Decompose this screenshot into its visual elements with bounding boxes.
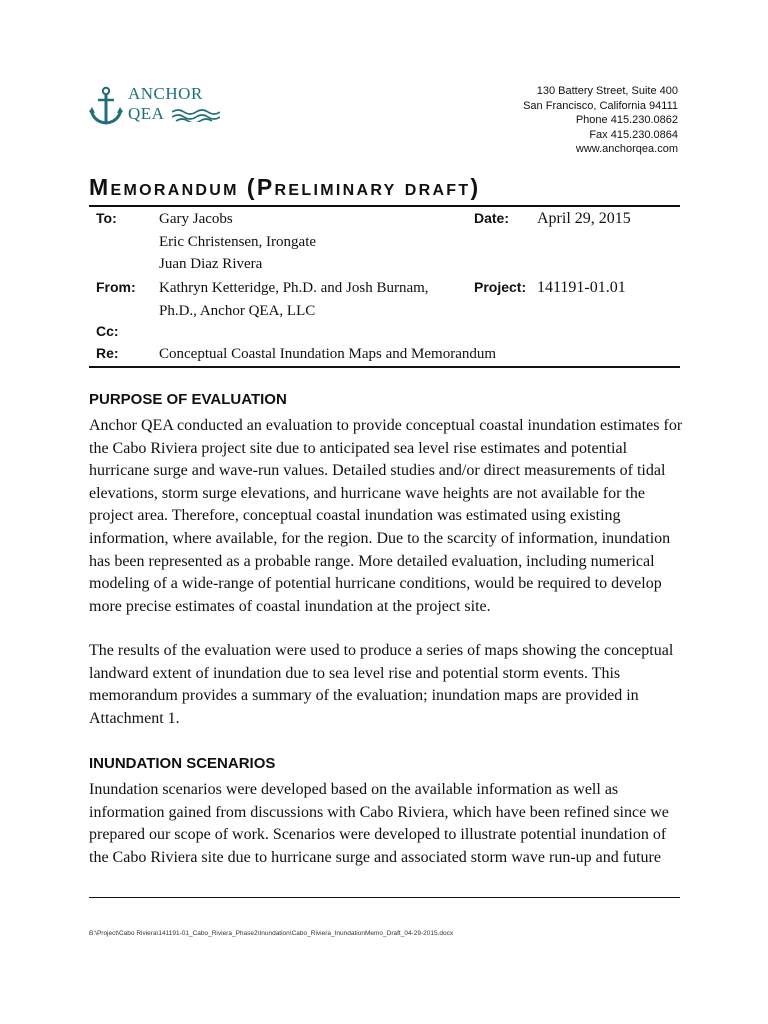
text-line: The results of the evaluation were used to produce a series of maps showing the conceptual bbox=[89, 642, 674, 659]
address-line: Fax 415.230.0864 bbox=[589, 128, 678, 141]
anchor-icon bbox=[88, 86, 124, 126]
header-top-rule bbox=[89, 205, 680, 207]
cc-label: Cc: bbox=[96, 323, 119, 339]
date-label: Date: bbox=[474, 210, 510, 226]
text-line: landward extent of inundation due to sea level rise and potential storm events. This bbox=[89, 664, 621, 682]
from-label: From: bbox=[96, 279, 136, 295]
paragraph-purpose bbox=[89, 415, 689, 618]
paragraph-results bbox=[89, 640, 689, 730]
logo-text-qea: QEA bbox=[128, 104, 165, 123]
address-line: 130 Battery Street, Suite 400 bbox=[536, 85, 678, 97]
to-recipient: Juan Diaz Rivera bbox=[159, 256, 263, 272]
section-heading-purpose: PURPOSE OF EVALUATION bbox=[89, 391, 287, 408]
to-recipient: Gary Jacobs bbox=[159, 211, 233, 227]
from-authors bbox=[159, 277, 429, 322]
footer-rule bbox=[89, 897, 680, 898]
text-line: the Cabo Riviera site due to hurricane surge and associated storm wave run-up and future bbox=[89, 848, 661, 866]
section-heading-inundation: INUNDATION SCENARIOS bbox=[89, 755, 276, 772]
company-logo bbox=[88, 84, 238, 128]
footer-file-path: B:\Project\Cabo Riviera\141191-01_Cabo_Riviera_Phase2\Inundation\Cabo_Riviera_InundationMemo_Draft_04-29-2015.docx bbox=[89, 930, 454, 937]
to-label: To: bbox=[96, 210, 117, 226]
text-line: modeling of a wide-range of potential hurricane conditions, would be required to develop bbox=[89, 575, 662, 593]
to-recipients bbox=[159, 208, 316, 276]
text-line: memorandum provides a summary of the evaluation; inundation maps are provided in bbox=[89, 687, 639, 705]
text-line: information gained from discussions with Cabo Riviera, which have been refined since we bbox=[89, 803, 669, 821]
text-line: more precise estimates of coastal inundation at the project site. bbox=[89, 597, 491, 615]
memo-date: April 29, 2015 bbox=[537, 210, 631, 227]
from-line: Kathryn Ketteridge, Ph.D. and Josh Burnam, bbox=[159, 280, 429, 296]
logo-text-anchor: ANCHOR bbox=[128, 84, 203, 103]
from-line: Ph.D., Anchor QEA, LLC bbox=[159, 302, 316, 319]
header-bottom-rule bbox=[89, 366, 680, 368]
to-recipient: Eric Christensen, Irongate bbox=[159, 233, 317, 250]
memo-subject: Conceptual Coastal Inundation Maps and Memorandum bbox=[159, 346, 497, 362]
text-line: Attachment 1. bbox=[89, 709, 180, 727]
text-line: the Cabo Riviera project site due to anticipated sea level rise estimates and potential bbox=[89, 439, 628, 457]
text-line: prepared our scope of work. Scenarios were developed to illustrate potential inundation of bbox=[89, 826, 667, 844]
text-line: Anchor QEA conducted an evaluation to provide conceptual coastal inundation estimates for bbox=[89, 417, 683, 434]
text-line: information, where available, for the region. Due to the scarcity of information, inundation bbox=[89, 529, 671, 547]
re-label: Re: bbox=[96, 345, 119, 361]
text-line: has been represented as a probable range. More detailed evaluation, including numerical bbox=[89, 552, 655, 570]
memo-title-text: MEMORANDUM (PRELIMINARY DRAFT) bbox=[89, 174, 481, 200]
text-line: elevations, storm surge elevations, and hurricane wave heights are not available for the bbox=[89, 484, 645, 502]
website-link[interactable]: www.anchorqea.com bbox=[575, 143, 678, 156]
text-line: hurricane surge and wave-run values. Detailed studies and/or direct measurements of tidal bbox=[89, 462, 666, 480]
waves-icon bbox=[172, 108, 220, 122]
company-address bbox=[523, 84, 678, 157]
text-line: Inundation scenarios were developed based on the available information as well as bbox=[89, 781, 619, 798]
address-line: San Francisco, California 94111 bbox=[523, 99, 678, 112]
text-line: project area. Therefore, conceptual coastal inundation was estimated using existing bbox=[89, 507, 621, 525]
address-line: Phone 415.230.0862 bbox=[575, 114, 678, 127]
paragraph-inundation bbox=[89, 779, 689, 869]
memo-title bbox=[89, 174, 480, 201]
project-label: Project: bbox=[474, 279, 527, 295]
project-number: 141191-01.01 bbox=[537, 279, 626, 296]
